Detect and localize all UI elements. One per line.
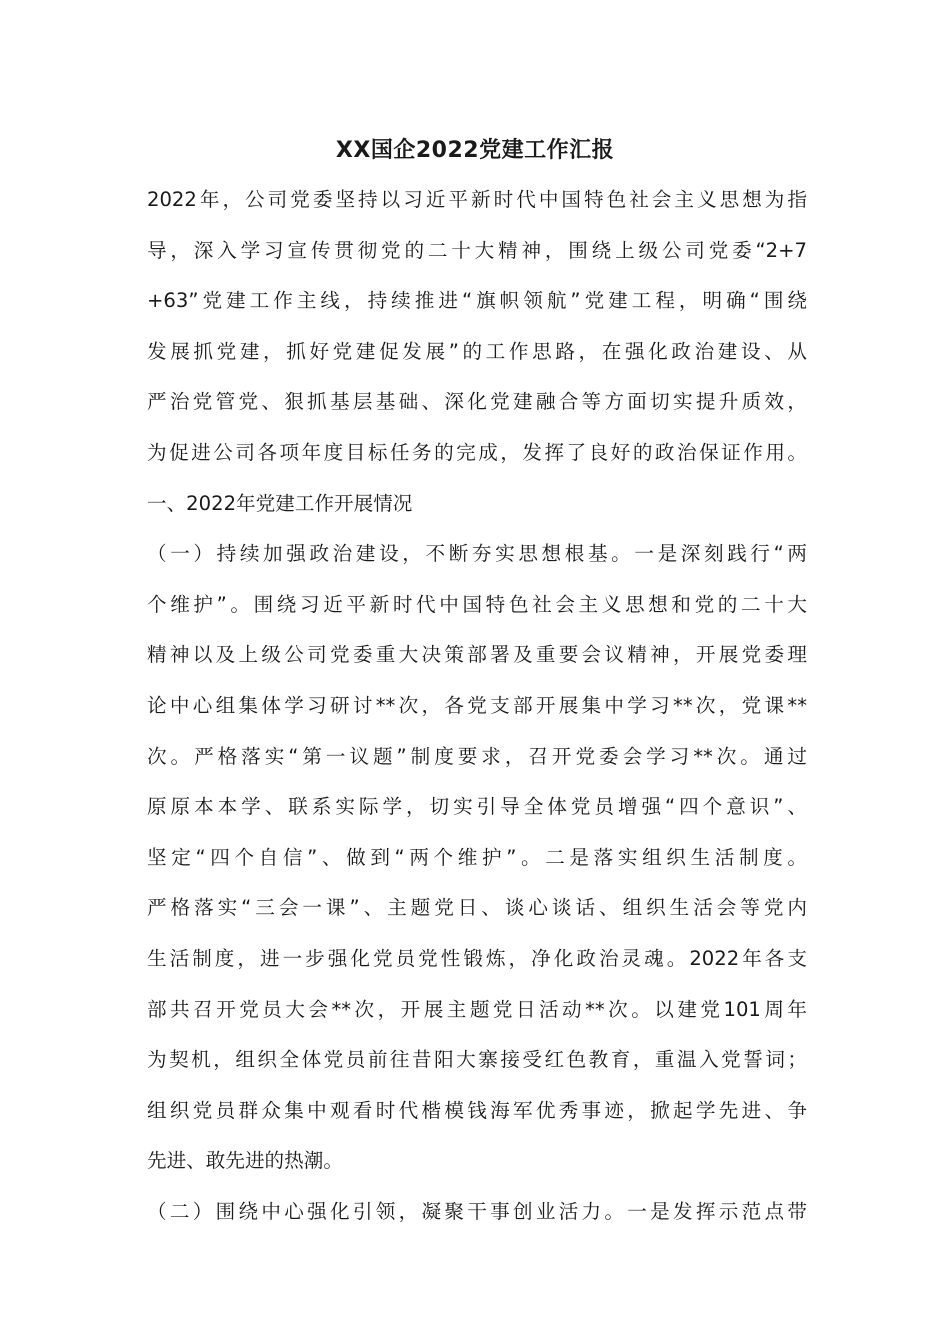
paragraph-line: （二）围绕中心强化引领，凝聚干事创业活力。一是发挥示范点带 bbox=[147, 1199, 807, 1223]
paragraph-line: 论中心组集体学习研讨**次，各党支部开展集中学习**次，党课** bbox=[147, 693, 807, 717]
paragraph-line: +63”党建工作主线，持续推进“旗帜领航”党建工程，明确“围绕 bbox=[147, 289, 807, 313]
document-body bbox=[147, 184, 807, 1246]
paragraph-line: 个维护”。围绕习近平新时代中国特色社会主义思想和党的二十大 bbox=[147, 592, 807, 616]
paragraph-line: 严格落实“三会一课”、主题党日、谈心谈话、组织生活会等党内 bbox=[147, 896, 807, 920]
paragraph-line: 生活制度，进一步强化党员党性锻炼，净化政治灵魂。2022年各支 bbox=[147, 946, 807, 970]
paragraph-line: 发展抓党建，抓好党建促发展”的工作思路，在强化政治建设、从 bbox=[147, 339, 807, 363]
paragraph-line: 次。严格落实“第一议题”制度要求，召开党委会学习**次。通过 bbox=[147, 744, 807, 768]
paragraph-line: 精神以及上级公司党委重大决策部署及重要会议精神，开展党委理 bbox=[147, 643, 807, 667]
paragraph-line: 为促进公司各项年度目标任务的完成，发挥了良好的政治保证作用。 bbox=[147, 440, 807, 464]
section-heading: 一、2022年党建工作开展情况 bbox=[147, 491, 413, 515]
paragraph-line: 为契机，组织全体党员前往昔阳大寨接受红色教育，重温入党誓词； bbox=[147, 1048, 807, 1072]
paragraph-line: 2022年，公司党委坚持以习近平新时代中国特色社会主义思想为指 bbox=[147, 188, 807, 211]
paragraph-line: 先进、敢先进的热潮。 bbox=[147, 1149, 343, 1173]
document-title: XX国企2022党建工作汇报 bbox=[335, 138, 615, 163]
paragraph-line: 导，深入学习宣传贯彻党的二十大精神，围绕上级公司党委“2+7 bbox=[147, 238, 807, 262]
paragraph-line: 部共召开党员大会**次，开展主题党日活动**次。以建党101周年 bbox=[147, 997, 807, 1021]
paragraph-line: 坚定“四个自信”、做到“两个维护”。二是落实组织生活制度。 bbox=[147, 845, 807, 869]
paragraph-line: 严治党管党、狠抓基层基础、深化党建融合等方面切实提升质效， bbox=[147, 390, 807, 414]
paragraph-line: 原原本本学、联系实际学，切实引导全体党员增强“四个意识”、 bbox=[147, 795, 807, 819]
paragraph-line: （一）持续加强政治建设，不断夯实思想根基。一是深刻践行“两 bbox=[147, 542, 807, 566]
paragraph-line: 组织党员群众集中观看时代楷模钱海军优秀事迹，掀起学先进、争 bbox=[147, 1098, 807, 1122]
